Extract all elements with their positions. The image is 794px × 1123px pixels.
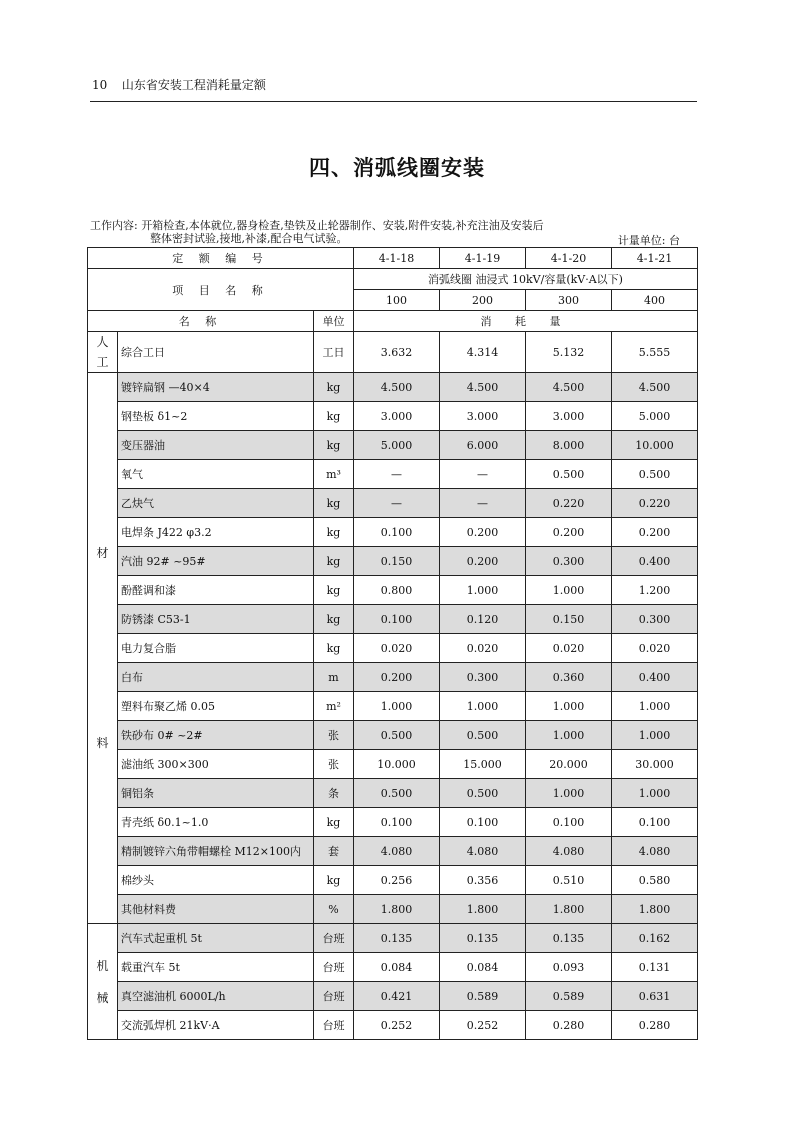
item-value: 1.000	[526, 576, 612, 605]
machinery-row	[88, 924, 698, 953]
item-value: 1.000	[526, 779, 612, 808]
item-value: 0.020	[526, 634, 612, 663]
item-value: 0.100	[354, 808, 440, 837]
material-row	[88, 402, 698, 431]
item-value: 0.093	[526, 953, 612, 982]
item-value: 1.000	[526, 692, 612, 721]
item-name: 电焊条 J422 φ3.2	[118, 518, 314, 547]
item-value: 10.000	[354, 750, 440, 779]
item-value: 1.800	[526, 895, 612, 924]
item-name: 铜铝条	[118, 779, 314, 808]
item-value: 0.150	[354, 547, 440, 576]
item-unit: kg	[314, 431, 354, 460]
item-value: 0.084	[354, 953, 440, 982]
item-label: 项 目 名 称	[88, 269, 354, 311]
item-value: 6.000	[440, 431, 526, 460]
capacity-cell: 100	[354, 290, 440, 311]
labor-value: 3.632	[354, 332, 440, 373]
quota-table	[87, 247, 698, 1040]
section-title: 四、消弧线圈安装	[309, 155, 485, 180]
labor-row	[88, 332, 698, 373]
item-value: 0.084	[440, 953, 526, 982]
material-row	[88, 547, 698, 576]
item-name: 汽车式起重机 5t	[118, 924, 314, 953]
item-name: 白布	[118, 663, 314, 692]
item-value: 1.800	[612, 895, 698, 924]
item-value: 0.135	[354, 924, 440, 953]
item-value: 1.800	[354, 895, 440, 924]
item-value: 0.220	[612, 489, 698, 518]
item-value: —	[440, 460, 526, 489]
item-value: 4.500	[526, 373, 612, 402]
work-content-line2: 整体密封试验,接地,补漆,配合电气试验。	[150, 232, 348, 245]
item-value: 5.000	[612, 402, 698, 431]
item-value: 0.135	[526, 924, 612, 953]
item-name: 其他材料费	[118, 895, 314, 924]
material-row	[88, 605, 698, 634]
material-row	[88, 866, 698, 895]
item-value: 0.589	[440, 982, 526, 1011]
item-name: 塑料布聚乙烯 0.05	[118, 692, 314, 721]
item-unit: 套	[314, 837, 354, 866]
item-value: 4.080	[440, 837, 526, 866]
item-value: 0.300	[526, 547, 612, 576]
item-value: 1.000	[440, 692, 526, 721]
item-value: 1.000	[440, 576, 526, 605]
materials-category	[88, 373, 118, 924]
labor-name: 综合工日	[118, 332, 314, 373]
item-value: 0.356	[440, 866, 526, 895]
material-row	[88, 808, 698, 837]
item-value: 0.500	[354, 721, 440, 750]
consume-column-header: 消 耗 量	[354, 311, 698, 332]
item-value: 0.220	[526, 489, 612, 518]
code-row	[88, 248, 698, 269]
labor-value: 4.314	[440, 332, 526, 373]
item-unit: m	[314, 663, 354, 692]
item-value: 30.000	[612, 750, 698, 779]
machinery-row	[88, 953, 698, 982]
item-value: 1.000	[354, 692, 440, 721]
item-value: 0.200	[440, 547, 526, 576]
item-value: 5.000	[354, 431, 440, 460]
item-value: 1.200	[612, 576, 698, 605]
item-unit: %	[314, 895, 354, 924]
item-value: —	[440, 489, 526, 518]
item-value: 0.421	[354, 982, 440, 1011]
machinery-row	[88, 1011, 698, 1040]
code-cell: 4-1-20	[526, 248, 612, 269]
item-value: —	[354, 460, 440, 489]
name-column-header: 名 称	[88, 311, 314, 332]
item-unit: kg	[314, 576, 354, 605]
item-value: 0.162	[612, 924, 698, 953]
item-value: 4.500	[612, 373, 698, 402]
material-row	[88, 373, 698, 402]
item-unit: m²	[314, 692, 354, 721]
item-name: 载重汽车 5t	[118, 953, 314, 982]
item-unit: kg	[314, 866, 354, 895]
item-name: 铁砂布 0# ~2#	[118, 721, 314, 750]
item-value: 4.080	[612, 837, 698, 866]
item-value: 0.135	[440, 924, 526, 953]
item-value: 0.020	[440, 634, 526, 663]
item-value: 0.200	[354, 663, 440, 692]
item-value: 0.500	[526, 460, 612, 489]
item-value: 0.580	[612, 866, 698, 895]
item-value: 0.100	[440, 808, 526, 837]
item-value: 1.000	[612, 692, 698, 721]
item-value: 0.200	[612, 518, 698, 547]
item-value: 4.080	[354, 837, 440, 866]
item-value: 4.500	[440, 373, 526, 402]
item-unit: kg	[314, 605, 354, 634]
item-unit: kg	[314, 634, 354, 663]
item-value: 0.400	[612, 663, 698, 692]
page-header	[92, 76, 266, 93]
capacity-cell: 300	[526, 290, 612, 311]
item-value: 3.000	[526, 402, 612, 431]
item-value: 4.500	[354, 373, 440, 402]
material-row	[88, 460, 698, 489]
capacity-cell: 200	[440, 290, 526, 311]
item-name: 变压器油	[118, 431, 314, 460]
item-value: 15.000	[440, 750, 526, 779]
item-value: 0.400	[612, 547, 698, 576]
item-unit: 台班	[314, 924, 354, 953]
machinery-category	[88, 924, 118, 1040]
item-value: 0.589	[526, 982, 612, 1011]
item-unit: kg	[314, 489, 354, 518]
measurement-unit: 计量单位: 台	[617, 234, 680, 247]
machinery-category-char: 机	[96, 958, 109, 973]
item-value: 0.300	[440, 663, 526, 692]
code-label: 定 额 编 号	[88, 248, 354, 269]
column-header-row	[88, 311, 698, 332]
item-value: 3.000	[440, 402, 526, 431]
item-value: 0.100	[526, 808, 612, 837]
item-unit: m³	[314, 460, 354, 489]
item-value: 4.080	[526, 837, 612, 866]
item-value: 0.200	[440, 518, 526, 547]
material-row	[88, 779, 698, 808]
item-name: 防锈漆 C53-1	[118, 605, 314, 634]
item-value: 10.000	[612, 431, 698, 460]
page-number: 10	[92, 78, 108, 92]
item-name: 滤油纸 300×300	[118, 750, 314, 779]
item-value: 0.280	[526, 1011, 612, 1040]
material-row	[88, 750, 698, 779]
spec-row	[88, 269, 698, 290]
quota-table-body	[88, 248, 698, 1040]
item-value: 0.360	[526, 663, 612, 692]
material-row	[88, 518, 698, 547]
item-value: 0.800	[354, 576, 440, 605]
material-row	[88, 663, 698, 692]
labor-value: 5.132	[526, 332, 612, 373]
machinery-row	[88, 982, 698, 1011]
item-value: 0.100	[354, 605, 440, 634]
item-value: 0.252	[354, 1011, 440, 1040]
item-unit: 台班	[314, 982, 354, 1011]
material-row	[88, 576, 698, 605]
item-value: 1.000	[526, 721, 612, 750]
item-unit: 张	[314, 721, 354, 750]
item-name: 电力复合脂	[118, 634, 314, 663]
item-value: 0.500	[440, 721, 526, 750]
item-name: 真空滤油机 6000L/h	[118, 982, 314, 1011]
item-unit: 台班	[314, 1011, 354, 1040]
book-title: 山东省安装工程消耗量定额	[121, 78, 266, 92]
work-content	[90, 219, 700, 245]
item-name: 汽油 92# ~95#	[118, 547, 314, 576]
item-name: 酚醛调和漆	[118, 576, 314, 605]
material-row	[88, 692, 698, 721]
item-value: 20.000	[526, 750, 612, 779]
item-value: 3.000	[354, 402, 440, 431]
item-unit: kg	[314, 547, 354, 576]
item-value: 1.800	[440, 895, 526, 924]
item-unit: 张	[314, 750, 354, 779]
capacity-cell: 400	[612, 290, 698, 311]
item-name: 镀锌扁钢 —40×4	[118, 373, 314, 402]
item-value: 0.252	[440, 1011, 526, 1040]
item-name: 氧气	[118, 460, 314, 489]
item-value: 0.280	[612, 1011, 698, 1040]
material-row	[88, 489, 698, 518]
item-value: 0.500	[612, 460, 698, 489]
item-value: 0.631	[612, 982, 698, 1011]
item-value: 0.200	[526, 518, 612, 547]
item-value: 0.500	[354, 779, 440, 808]
item-value: 0.100	[612, 808, 698, 837]
materials-category-char: 料	[96, 736, 109, 750]
code-cell: 4-1-21	[612, 248, 698, 269]
item-unit: 条	[314, 779, 354, 808]
item-value: 0.510	[526, 866, 612, 895]
item-value: 0.256	[354, 866, 440, 895]
item-value: 0.100	[354, 518, 440, 547]
item-value: 1.000	[612, 721, 698, 750]
item-value: —	[354, 489, 440, 518]
item-value: 8.000	[526, 431, 612, 460]
item-value: 0.300	[612, 605, 698, 634]
material-row	[88, 895, 698, 924]
material-row	[88, 721, 698, 750]
item-unit: kg	[314, 518, 354, 547]
materials-category-char: 材	[96, 546, 109, 560]
item-value: 1.000	[612, 779, 698, 808]
item-name: 棉纱头	[118, 866, 314, 895]
spec-cell: 消弧线圈 油浸式 10kV/容量(kV·A以下)	[354, 269, 698, 290]
item-unit: 台班	[314, 953, 354, 982]
item-unit: kg	[314, 808, 354, 837]
item-value: 0.020	[354, 634, 440, 663]
header-rule	[90, 101, 697, 102]
labor-unit: 工日	[314, 332, 354, 373]
material-row	[88, 837, 698, 866]
labor-category: 人工	[88, 332, 118, 373]
work-content-line1: 工作内容: 开箱检查,本体就位,器身检查,垫铁及止轮器制作、安装,附件安装,补充注油及安装后	[90, 219, 544, 232]
machinery-category-char: 械	[96, 990, 109, 1005]
unit-column-header: 单位	[314, 311, 354, 332]
item-name: 乙炔气	[118, 489, 314, 518]
item-value: 0.120	[440, 605, 526, 634]
item-unit: kg	[314, 373, 354, 402]
material-row	[88, 634, 698, 663]
labor-value: 5.555	[612, 332, 698, 373]
item-name: 精制镀锌六角带帽螺栓 M12×100内	[118, 837, 314, 866]
item-value: 0.500	[440, 779, 526, 808]
item-name: 交流弧焊机 21kV·A	[118, 1011, 314, 1040]
item-value: 0.150	[526, 605, 612, 634]
item-name: 青壳纸 δ0.1~1.0	[118, 808, 314, 837]
item-name: 钢垫板 δ1~2	[118, 402, 314, 431]
code-cell: 4-1-18	[354, 248, 440, 269]
item-value: 0.131	[612, 953, 698, 982]
material-row	[88, 431, 698, 460]
item-unit: kg	[314, 402, 354, 431]
item-value: 0.020	[612, 634, 698, 663]
code-cell: 4-1-19	[440, 248, 526, 269]
